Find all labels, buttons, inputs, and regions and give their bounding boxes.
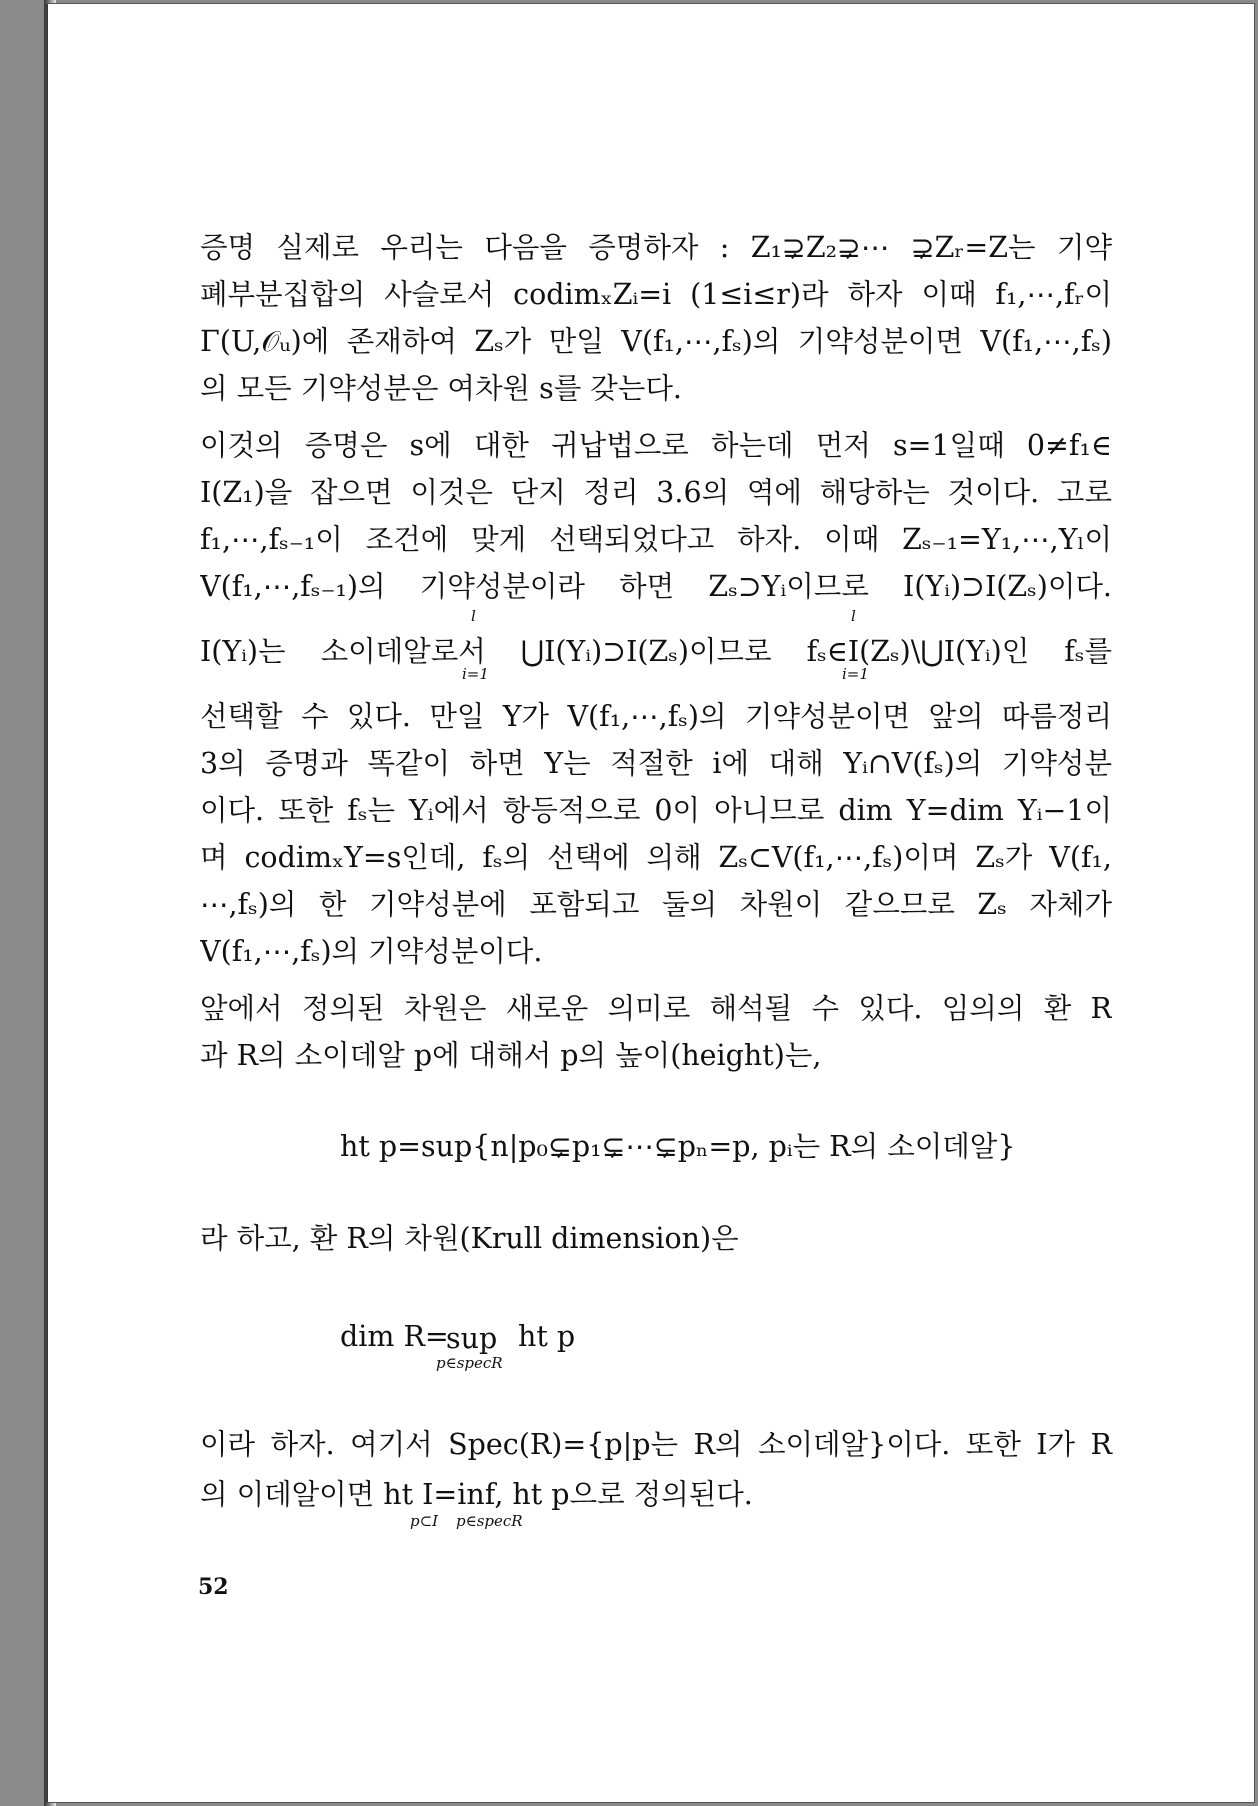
closing-line-1: 이라 하자. 여기서 Spec(R)={p|p는 R의 소이데알}이다. 또한 I가 R xyxy=(200,1428,1112,1461)
union-upper-limit-2: l xyxy=(851,607,856,625)
text-line: V(f₁,⋯,fₛ₋₁)의 기약성분이라 하면 Zₛ⊃Yᵢ이므로 I(Yᵢ)⊃I(Zₛ)이다. xyxy=(200,570,1112,603)
text-line: 이것의 증명은 s에 대한 귀납법으로 하는데 먼저 s=1일때 0≠f₁∈ xyxy=(200,429,1112,462)
text-line: Γ(U,𝒪ᵤ)에 존재하여 Zₛ가 만일 V(f₁,⋯,fₛ)의 기약성분이면 V(f₁,⋯,fₛ) xyxy=(200,325,1112,358)
page-number: 52 xyxy=(198,1574,229,1600)
text-line: f₁,⋯,fₛ₋₁이 조건에 맞게 선택되었다고 하자. 이때 Zₛ₋₁=Y₁,⋯,Yₗ이 xyxy=(200,523,1112,556)
text-line: 선택할 수 있다. 만일 Y가 V(f₁,⋯,fₛ)의 기약성분이면 앞의 따름정리 xyxy=(200,700,1112,733)
inf-subscript: p⊂I xyxy=(410,1512,439,1530)
krull-paragraph: 라 하고, 환 R의 차원(Krull dimension)은 xyxy=(200,1222,739,1255)
union-lower-limit-2: i=1 xyxy=(842,665,869,683)
text-line: ⋯,fₛ)의 한 기약성분에 포함되고 둘의 차원이 같으므로 Zₛ 자체가 xyxy=(200,888,1112,921)
text-line: 의 모든 기약성분은 여차원 s를 갖는다. xyxy=(200,372,682,405)
closing-line-2: 의 이데알이면 ht I=inf, ht p으로 정의된다. xyxy=(200,1478,753,1511)
height-formula: ht p=sup{n|p₀⊊p₁⊊⋯⊊pₙ=p, pᵢ는 R의 소이데알} xyxy=(340,1130,1016,1163)
ht-subscript: p∈specR xyxy=(456,1512,523,1530)
text-line: 증명 실제로 우리는 다음을 증명하자 : Z₁⊋Z₂⊋⋯ ⊋Zᵣ=Z는 기약 xyxy=(200,231,1112,264)
text-line: 폐부분집합의 사슬로서 codimₓZᵢ=i (1≤i≤r)라 하자 이때 f₁,⋯,fᵣ이 xyxy=(200,278,1112,311)
text-line: 이다. 또한 fₛ는 Yᵢ에서 항등적으로 0이 아니므로 dim Y=dim Yᵢ−1이 xyxy=(200,794,1112,827)
dim-formula-right: ht p xyxy=(518,1320,576,1353)
text-line: 며 codimₓY=s인데, fₛ의 선택에 의해 Zₛ⊂V(f₁,⋯,fₛ)이며 Zₛ가 V(f₁, xyxy=(200,841,1112,874)
text-line: V(f₁,⋯,fₛ)의 기약성분이다. xyxy=(200,935,543,968)
text-line: 3의 증명과 똑같이 하면 Y는 적절한 i에 대해 Yᵢ∩V(fₛ)의 기약성분 xyxy=(200,747,1112,780)
book-page xyxy=(48,4,1254,1802)
dim-formula-left: dim R= xyxy=(340,1320,449,1353)
union-upper-limit: l xyxy=(471,607,476,625)
text-line: 앞에서 정의된 차원은 새로운 의미로 해석될 수 있다. 임의의 환 R xyxy=(200,992,1112,1025)
text-line: I(Yᵢ)는 소이데알로서 ⋃I(Yᵢ)⊃I(Zₛ)이므로 fₛ∈I(Zₛ)\⋃I(Yᵢ)인 fₛ를 xyxy=(200,635,1112,668)
text-line: I(Z₁)을 잡으면 이것은 단지 정리 3.6의 역에 해당하는 것이다. 고로 xyxy=(200,476,1112,509)
sup-subscript: p∈specR xyxy=(436,1354,503,1372)
union-lower-limit: i=1 xyxy=(462,665,489,683)
text-line: 과 R의 소이데알 p에 대해서 p의 높이(height)는, xyxy=(200,1039,822,1072)
sup-operator: sup xyxy=(446,1322,498,1355)
